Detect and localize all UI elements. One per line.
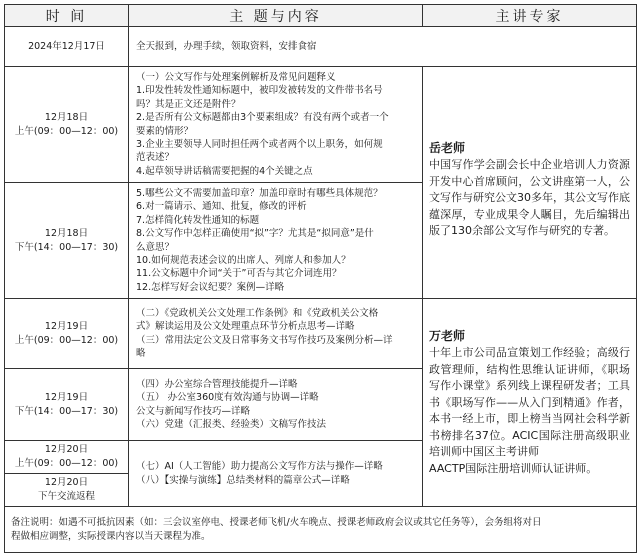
topic-line: 略 [136, 347, 146, 359]
topic-cell [129, 27, 637, 67]
time-session: 下午(14：00—17：30) [14, 241, 119, 253]
topic-line: 么意思？ [136, 241, 175, 253]
topic-line: （一）公文写作与处理案例解析及常见问题释义 [136, 71, 336, 83]
topic-line: 12.怎样写好会议纪要？案例—详略 [136, 281, 285, 293]
schedule-sheet [4, 4, 636, 546]
header-time: 时 间 [5, 5, 129, 27]
expert-bio: 中国写作学会副会长中企业培训人力资源开发中心首席顾问，公文讲座第一人，公文写作与研究公文30多年，其公文写作底蕴深厚，专业成果令人瞩目，先后编辑出版了130余部公文写作与研究的专著。 [429, 158, 630, 237]
topic-line: 1.印发性转发性通知标题中，被印发被转发的文件带书名号 [136, 85, 383, 97]
topic-line: 全天报到，办理手续，领取资料，安排食宿 [136, 40, 317, 52]
topic-line: 8.公文写作中怎样正确使用“拟”字？尤其是“拟同意”是什 [136, 228, 374, 240]
time-cell [5, 27, 129, 67]
note-line: 备注说明：如遇不可抵抗因素（如：三会议室停电、授课老师飞机/火车晚点、授课老师政府会议或其它任务等），会务组将对日 [11, 516, 542, 528]
note-row [5, 507, 637, 553]
header-topic: 主 题与内容 [129, 5, 423, 27]
note-cell [5, 507, 637, 553]
time-date: 12月19日 [44, 391, 89, 403]
topic-line: 式》解读运用及公文处理重点环节分析点思考—详略 [136, 321, 355, 333]
topic-line: 3.企业主要领导人同时担任两个或者两个以上职务，如何规 [136, 138, 383, 150]
table-row [5, 67, 637, 183]
topic-line: （六）党建（汇报类、经验类）文稿写作技法 [136, 418, 327, 430]
time-cell [5, 369, 129, 441]
expert-name: 万老师 [429, 328, 466, 343]
time-cell [5, 441, 129, 474]
time-cell [5, 474, 129, 507]
table-row [5, 27, 637, 67]
time-date: 12月20日 [44, 477, 89, 488]
time-date: 2024年12月17日 [28, 40, 105, 52]
time-cell [5, 67, 129, 183]
topic-cell [129, 299, 423, 369]
topic-line: 范表述？ [136, 152, 175, 164]
topic-line: （四）办公室综合管理技能提升—详略 [136, 378, 298, 390]
note-line: 程做相应调整，实际授课内容以当天课程为准。 [11, 530, 211, 542]
time-session: 上午(09：00—12：00) [14, 125, 119, 137]
time-date: 12月18日 [44, 111, 89, 123]
topic-line: 要素的情形？ [136, 125, 194, 137]
expert-cell-wan [423, 299, 637, 507]
header-expert: 主讲专家 [423, 5, 637, 27]
expert-bio-extra: AACTP国际注册培训师认证讲师。 [429, 461, 598, 475]
time-date: 12月20日 [44, 444, 89, 455]
topic-line: （二）《党政机关公文处理工作条例》和《党政机关公文格 [136, 307, 379, 319]
schedule-table [4, 4, 637, 553]
topic-line: 5.哪些公文不需要加盖印章？加盖印章时有哪些具体规范？ [136, 187, 383, 199]
time-session: 上午(09：00—12：00) [14, 458, 119, 469]
time-date: 12月19日 [44, 320, 89, 332]
topic-line: 吗？其是正文还是附件？ [136, 98, 241, 110]
topic-line: （七）AI（人工智能）助力提高公文写作方法与操作—详略 [136, 461, 383, 473]
expert-bio: 十年上市公司品宣策划工作经验；高级行政管理师，结构性思维认证讲师，《职场写作小课堂》系列线上课程研发者；工具书《职场写作——从入门到精通》作者，本书一经上市，即上榜当当网社会科学新书榜排名37位。ACIC国际注册高级职业培训师中国区主考讲师 [429, 346, 630, 459]
topic-line: 7.怎样简化转发性通知的标题 [136, 214, 260, 226]
time-date: 12月18日 [44, 227, 89, 239]
time-cell [5, 183, 129, 299]
topic-cell [129, 369, 423, 441]
expert-cell-yue [423, 67, 637, 299]
topic-line: （八）【实操与演练】总结类材料的篇章公式—详略 [136, 474, 350, 486]
topic-cell [129, 67, 423, 183]
header-row [5, 5, 637, 27]
topic-line: 10.如何规范表述会议的出席人、列席人和参加人？ [136, 254, 351, 266]
topic-line: （五） 办公室360度有效沟通与协调—详略 [136, 392, 319, 404]
topic-line: （三）常用法定公文及日常事务文书写作技巧及案例分析—详 [136, 334, 393, 346]
topic-cell [129, 441, 423, 507]
topic-line: 6.对一篇请示、通知、批复，修改的评析 [136, 201, 307, 213]
expert-name: 岳老师 [429, 140, 466, 155]
topic-line: 11.公文标题中介词“关于”可否与其它介词连用？ [136, 268, 342, 280]
topic-line: 公文与新闻写作技巧—详略 [136, 405, 251, 417]
topic-cell [129, 183, 423, 299]
table-row [5, 299, 637, 369]
time-session: 下午交流返程 [37, 491, 95, 502]
topic-line: 4.起草领导讲话稿需要把握的4个关键之点 [136, 165, 313, 177]
time-session: 下午(14：00—17：30) [14, 405, 119, 417]
topic-line: 2.是否所有公文标题都由3个要素组成？有没有两个或者一个 [136, 112, 389, 124]
time-cell [5, 299, 129, 369]
time-session: 上午(09：00—12：00) [14, 334, 119, 346]
